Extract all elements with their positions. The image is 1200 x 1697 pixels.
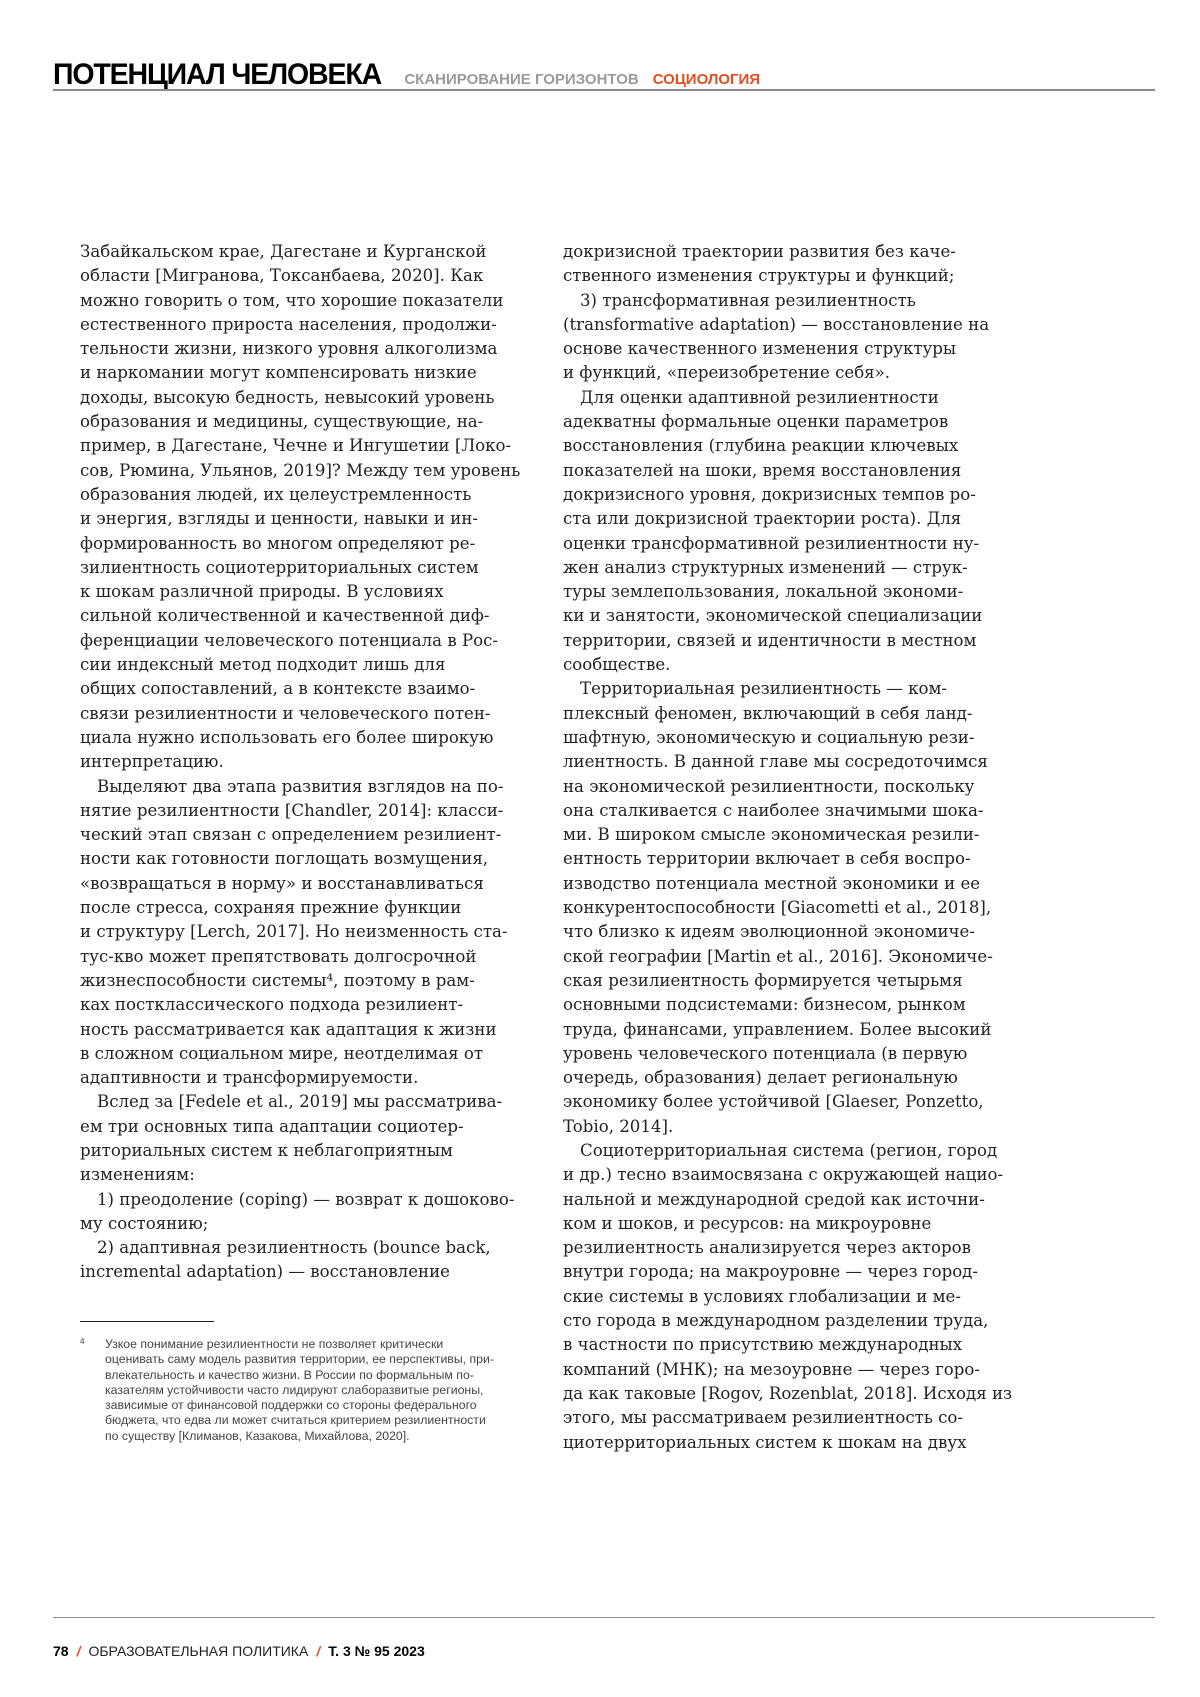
text-line: естественного прироста населения, продолжи- bbox=[80, 313, 520, 337]
text-line: (transformative adaptation) — восстановление на bbox=[563, 313, 1012, 337]
left-column bbox=[80, 240, 520, 1285]
text-line: зилиентность социотерриториальных систем bbox=[80, 556, 520, 580]
text-line: экономику более устойчивой [Glaeser, Ponzetto, bbox=[563, 1090, 1012, 1114]
header-rule bbox=[53, 89, 1155, 91]
text-line: доходы, высокую бедность, невысокий уровень bbox=[80, 386, 520, 410]
header-section: СКАНИРОВАНИЕ ГОРИЗОНТОВ bbox=[404, 71, 638, 88]
text-line: территории, связей и идентичности в местном bbox=[563, 629, 1012, 653]
text-line: оценивать саму модель развития территории, ее перспективы, при- bbox=[105, 1352, 494, 1367]
text-line: бюджета, что едва ли может считаться критерием резилиентности bbox=[105, 1413, 494, 1428]
text-line: тус-кво может препятствовать долгосрочной bbox=[80, 945, 520, 969]
text-line: зависимые от финансовой поддержки со стороны федерального bbox=[105, 1398, 494, 1413]
text-line: плексный феномен, включающий в себя ланд- bbox=[563, 702, 1012, 726]
text-line: ские системы в условиях глобализации и ме- bbox=[563, 1285, 1012, 1309]
running-header bbox=[53, 58, 760, 92]
text-line: она сталкивается с наиболее значимыми шока- bbox=[563, 799, 1012, 823]
text-line: уровень человеческого потенциала (в первую bbox=[563, 1042, 1012, 1066]
text-line: Для оценки адаптивной резилиентности bbox=[563, 386, 1012, 410]
text-line: циотерриториальных систем к шокам на двух bbox=[563, 1431, 1012, 1455]
text-line: очередь, образования) делает региональную bbox=[563, 1066, 1012, 1090]
text-line: резилиентность анализируется через акторов bbox=[563, 1236, 1012, 1260]
text-line: на экономической резилиентности, поскольку bbox=[563, 775, 1012, 799]
text-line: общих сопоставлений, а в контексте взаимо- bbox=[80, 677, 520, 701]
text-line: ста или докризисной траектории роста). Для bbox=[563, 507, 1012, 531]
text-line: конкурентоспособности [Giacometti et al., 2018], bbox=[563, 896, 1012, 920]
text-line: шафтную, экономическую и социальную рези- bbox=[563, 726, 1012, 750]
text-line: сии индексный метод подходит лишь для bbox=[80, 653, 520, 677]
text-line: «возвращаться в норму» и восстанавливаться bbox=[80, 872, 520, 896]
text-line: ференциации человеческого потенциала в Рос- bbox=[80, 629, 520, 653]
text-line: этого, мы рассматриваем резилиентность со- bbox=[563, 1406, 1012, 1430]
text-line: Вслед за [Fedele et al., 2019] мы рассматрива- bbox=[80, 1090, 520, 1114]
text-line: области [Мигранова, Токсанбаева, 2020]. Как bbox=[80, 264, 520, 288]
text-line: интерпретацию. bbox=[80, 750, 520, 774]
text-line: основе качественного изменения структуры bbox=[563, 337, 1012, 361]
text-line: ность рассматривается как адаптация к жизни bbox=[80, 1018, 520, 1042]
text-line: компаний (МНК); на мезоуровне — через горо- bbox=[563, 1358, 1012, 1382]
text-line: в сложном социальном мире, неотделимая от bbox=[80, 1042, 520, 1066]
text-line: показателей на шоки, время восстановления bbox=[563, 459, 1012, 483]
running-footer bbox=[53, 1643, 425, 1659]
footer-rule bbox=[53, 1617, 1155, 1618]
text-line: ской географии [Martin et al., 2016]. Экономиче- bbox=[563, 945, 1012, 969]
text-line: что близко к идеям эволюционной экономиче- bbox=[563, 920, 1012, 944]
text-line: циала нужно использовать его более широкую bbox=[80, 726, 520, 750]
text-line: Узкое понимание резилиентности не позволяет критически bbox=[105, 1337, 494, 1352]
text-line: Социотерриториальная система (регион, город bbox=[563, 1139, 1012, 1163]
text-line: тельности жизни, низкого уровня алкоголизма bbox=[80, 337, 520, 361]
text-line: внутри города; на макроуровне — через город- bbox=[563, 1260, 1012, 1284]
text-line: ентность территории включает в себя воспро- bbox=[563, 847, 1012, 871]
text-line: и структуру [Lerch, 2017]. Но неизменность ста- bbox=[80, 920, 520, 944]
text-line: в частности по присутствию международных bbox=[563, 1333, 1012, 1357]
text-line: Выделяют два этапа развития взглядов на по- bbox=[80, 775, 520, 799]
text-line: образования людей, их целеустремленность bbox=[80, 483, 520, 507]
text-line: формированность во многом определяют ре- bbox=[80, 532, 520, 556]
right-column bbox=[563, 240, 1012, 1455]
footer-separator: / bbox=[316, 1643, 320, 1659]
text-line: нятие резилиентности [Chandler, 2014]: класси- bbox=[80, 799, 520, 823]
text-line: туры землепользования, локальной экономи- bbox=[563, 580, 1012, 604]
text-line: связи резилиентности и человеческого потен- bbox=[80, 702, 520, 726]
text-line: докризисной траектории развития без каче- bbox=[563, 240, 1012, 264]
text-line: жен анализ структурных изменений — струк- bbox=[563, 556, 1012, 580]
text-line: ская резилиентность формируется четырьмя bbox=[563, 969, 1012, 993]
text-line: оценки трансформативной резилиентности ну- bbox=[563, 532, 1012, 556]
text-line: 2) адаптивная резилиентность (bounce back, bbox=[80, 1236, 520, 1260]
text-line: жизнеспособности системы⁴, поэтому в рам- bbox=[80, 969, 520, 993]
text-line: образования и медицины, существующие, на- bbox=[80, 410, 520, 434]
text-line: ком и шоков, и ресурсов: на микроуровне bbox=[563, 1212, 1012, 1236]
text-line: 3) трансформативная резилиентность bbox=[563, 289, 1012, 313]
text-line: и др.) тесно взаимосвязана с окружающей нацио- bbox=[563, 1163, 1012, 1187]
text-line: Забайкальском крае, Дагестане и Курганской bbox=[80, 240, 520, 264]
footnote-rule bbox=[80, 1321, 214, 1322]
text-line: после стресса, сохраняя прежние функции bbox=[80, 896, 520, 920]
text-line: можно говорить о том, что хорошие показатели bbox=[80, 289, 520, 313]
text-line: сто города в международном разделении труда, bbox=[563, 1309, 1012, 1333]
text-line: восстановления (глубина реакции ключевых bbox=[563, 434, 1012, 458]
header-title: ПОТЕНЦИАЛ ЧЕЛОВЕКА bbox=[53, 58, 381, 92]
text-line: Территориальная резилиентность — ком- bbox=[563, 677, 1012, 701]
text-line: влекательность и качество жизни. В России по формальным по- bbox=[105, 1368, 494, 1383]
text-line: пример, в Дагестане, Чечне и Ингушетии [Локо- bbox=[80, 434, 520, 458]
footnote-text bbox=[105, 1337, 494, 1444]
text-line: риториальных систем к неблагоприятным bbox=[80, 1139, 520, 1163]
text-line: ем три основных типа адаптации социотер- bbox=[80, 1115, 520, 1139]
text-line: ми. В широком смысле экономическая резили- bbox=[563, 823, 1012, 847]
text-line: основными подсистемами: бизнесом, рынком bbox=[563, 993, 1012, 1017]
text-line: сообществе. bbox=[563, 653, 1012, 677]
text-line: казателям устойчивости часто лидируют слаборазвитые регионы, bbox=[105, 1383, 494, 1398]
text-line: ках постклассического подхода резилиент- bbox=[80, 993, 520, 1017]
text-line: нальной и международной средой как источни- bbox=[563, 1188, 1012, 1212]
text-line: да как таковые [Rogov, Rozenblat, 2018]. Исходя из bbox=[563, 1382, 1012, 1406]
text-line: ности как готовности поглощать возмущения, bbox=[80, 847, 520, 871]
text-line: и энергия, взгляды и ценности, навыки и ин- bbox=[80, 507, 520, 531]
text-line: к шокам различной природы. В условиях bbox=[80, 580, 520, 604]
text-line: адаптивности и трансформируемости. bbox=[80, 1066, 520, 1090]
page-number: 78 bbox=[53, 1643, 69, 1659]
text-line: 1) преодоление (coping) — возврат к дошоково- bbox=[80, 1188, 520, 1212]
text-line: адекватны формальные оценки параметров bbox=[563, 410, 1012, 434]
text-line: ческий этап связан с определением резилиент- bbox=[80, 823, 520, 847]
text-line: изводство потенциала местной экономики и ее bbox=[563, 872, 1012, 896]
issue-info: Т. 3 № 95 2023 bbox=[328, 1643, 425, 1659]
journal-name: ОБРАЗОВАТЕЛЬНАЯ ПОЛИТИКА bbox=[88, 1643, 308, 1659]
text-line: Tobio, 2014]. bbox=[563, 1115, 1012, 1139]
text-line: ственного изменения структуры и функций; bbox=[563, 264, 1012, 288]
text-line: по существу [Климанов, Казакова, Михайлова, 2020]. bbox=[105, 1429, 494, 1444]
footnote-number: 4 bbox=[80, 1334, 84, 1349]
text-line: и наркомании могут компенсировать низкие bbox=[80, 361, 520, 385]
text-line: ки и занятости, экономической специализации bbox=[563, 604, 1012, 628]
text-line: и функций, «переизобретение себя». bbox=[563, 361, 1012, 385]
header-subsection: СОЦИОЛОГИЯ bbox=[653, 71, 760, 88]
text-line: сильной количественной и качественной диф- bbox=[80, 604, 520, 628]
text-line: труда, финансами, управлением. Более высокий bbox=[563, 1018, 1012, 1042]
text-line: изменениям: bbox=[80, 1163, 520, 1187]
text-line: докризисного уровня, докризисных темпов ро- bbox=[563, 483, 1012, 507]
footer-separator: / bbox=[77, 1643, 81, 1659]
text-line: лиентность. В данной главе мы сосредоточимся bbox=[563, 750, 1012, 774]
text-line: сов, Рюмина, Ульянов, 2019]? Между тем уровень bbox=[80, 459, 520, 483]
text-line: му состоянию; bbox=[80, 1212, 520, 1236]
text-line: incremental adaptation) — восстановление bbox=[80, 1260, 520, 1284]
